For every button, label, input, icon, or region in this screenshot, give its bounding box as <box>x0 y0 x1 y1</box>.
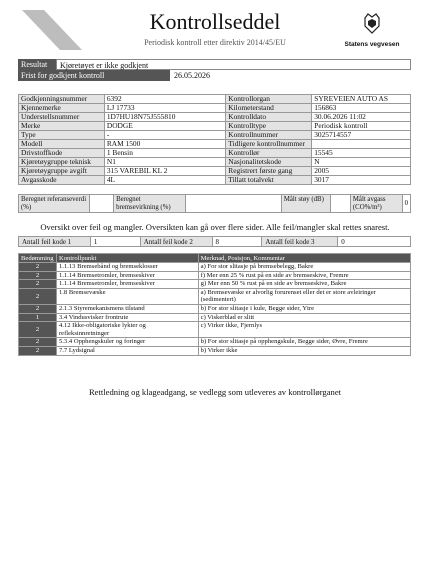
defect-row <box>19 288 411 304</box>
result-value: Kjøretøyet er ikke godkjent <box>56 59 411 70</box>
vehicle-field-value: 1D7HU18N75J555810 <box>104 113 225 122</box>
vehicle-field-label: Kjøretøygruppe avgift <box>19 167 105 176</box>
crest-icon <box>362 12 382 34</box>
defect-row <box>19 338 411 347</box>
defect-row <box>19 263 411 272</box>
defect-remark: a) For stor slitasje på bremsebelegg, Bakre <box>198 263 410 272</box>
vehicle-info-row <box>19 95 411 104</box>
defect-severity: 2 <box>19 263 57 272</box>
vehicle-field-label: Kontrollør <box>226 149 312 158</box>
vehicle-field-value: 3017 <box>312 176 411 185</box>
vehicle-field-label: Modell <box>19 140 105 149</box>
vehicle-field-value: N <box>312 158 411 167</box>
page-corner-decoration <box>22 10 82 50</box>
brake-effect-value <box>185 195 281 213</box>
count-code2-value: 8 <box>212 237 262 247</box>
defect-row <box>19 280 411 289</box>
noise-label: Målt støy (dB) <box>281 195 330 213</box>
vehicle-field-value: 3025714557 <box>312 131 411 140</box>
vehicle-field-label: Merke <box>19 122 105 131</box>
noise-value <box>331 195 351 213</box>
defects-header-remark: Merknad, Posisjon, Kommentar <box>198 254 410 263</box>
result-label: Resultat <box>18 59 56 70</box>
deadline-row <box>18 70 411 81</box>
vehicle-field-value: SYREVEIEN AUTO AS <box>312 95 411 104</box>
vehicle-field-label: Kontrolldato <box>226 113 312 122</box>
document-title: Kontrollseddel <box>149 9 281 34</box>
vehicle-field-value: - <box>104 131 225 140</box>
defects-header-point: Kontrollpunkt <box>56 254 198 263</box>
vehicle-field-value: 156863 <box>312 104 411 113</box>
defect-severity: 2 <box>19 338 57 347</box>
defect-point: 4.12 Ikke-obligatoriske lykter og refleksinnretninger <box>56 322 198 338</box>
defects-header-severity: Bedømming <box>19 254 57 263</box>
defect-remark: a) Bremsevæske er alvorlig forurenset eller det er store avleiringer (sedimentert) <box>198 288 410 304</box>
defect-point: 7.7 Lydsignal <box>56 346 198 355</box>
defect-row <box>19 271 411 280</box>
defect-point: 2.1.3 Styremekanismens tilstand <box>56 304 198 313</box>
defect-row <box>19 346 411 355</box>
vehicle-info-row <box>19 149 411 158</box>
document-subtitle: Periodisk kontroll etter direktiv 2014/45/EU <box>144 38 286 47</box>
vehicle-field-label: Tillatt totalvekt <box>226 176 312 185</box>
vehicle-field-label: Avgasskode <box>19 176 105 185</box>
defect-remark: b) For stor slitasje i kule, Begge sider, Ytre <box>198 304 410 313</box>
vehicle-field-value: 30.06.2026 11:02 <box>312 113 411 122</box>
vehicle-field-value: 6392 <box>104 95 225 104</box>
defect-point: 1.1.13 Bremsebånd og bremseklosser <box>56 263 198 272</box>
defect-count-table <box>18 236 411 247</box>
vehicle-info-row <box>19 104 411 113</box>
vehicle-field-value: DODGE <box>104 122 225 131</box>
defect-row <box>19 322 411 338</box>
vehicle-field-value: RAM 1500 <box>104 140 225 149</box>
defect-severity: 2 <box>19 346 57 355</box>
vehicle-field-label: Understellsnummer <box>19 113 105 122</box>
vehicle-field-label: Drivstoffkode <box>19 149 105 158</box>
logo-text: Statens vegvesen <box>344 41 400 48</box>
vehicle-field-label: Kontrollnummer <box>226 131 312 140</box>
vehicle-field-label: Kjøretøygruppe teknisk <box>19 158 105 167</box>
emission-value: 0 <box>402 195 410 213</box>
vehicle-field-value: Periodisk kontroll <box>312 122 411 131</box>
vehicle-field-label: Nasjonalitetskode <box>226 158 312 167</box>
vehicle-field-label: Kontrollorgan <box>226 95 312 104</box>
count-code3-label: Antall feil kode 3 <box>262 237 338 247</box>
vehicle-info-row <box>19 131 411 140</box>
defect-severity: 2 <box>19 288 57 304</box>
vehicle-info-row <box>19 176 411 185</box>
measurements-table <box>18 194 411 213</box>
defect-row <box>19 313 411 322</box>
brake-effect-label: Beregnet bremsevirkning (%) <box>114 195 186 213</box>
deadline-label: Frist for godkjent kontroll <box>18 70 170 81</box>
emission-label: Målt avgass (CO%/m³) <box>350 195 402 213</box>
defect-point: 3.4 Vindusvisker frontrute <box>56 313 198 322</box>
vehicle-info-row <box>19 122 411 131</box>
defect-point: 1.1.14 Bremsetromler, bremseskiver <box>56 280 198 289</box>
vehicle-field-value: 15545 <box>312 149 411 158</box>
vehicle-field-value: 1 Bensin <box>104 149 225 158</box>
overview-note: Oversikt over feil og mangler. Oversikten kan gå over flere sider. Alle feil/mangler skal rettes snarest. <box>40 222 390 232</box>
statens-vegvesen-logo <box>332 12 412 48</box>
vehicle-field-label: Godkjenningsnummer <box>19 95 105 104</box>
deadline-value: 26.05.2026 <box>174 71 210 80</box>
vehicle-field-value: 315 VAREBIL KL 2 <box>104 167 225 176</box>
defect-point: 5.3.4 Opphengskuler og foringer <box>56 338 198 347</box>
vehicle-info-row <box>19 113 411 122</box>
brake-reference-label: Beregnet referanseverdi (%) <box>19 195 90 213</box>
vehicle-field-value: LJ 17733 <box>104 104 225 113</box>
vehicle-field-label: Kjennemerke <box>19 104 105 113</box>
vehicle-info-table <box>18 94 411 185</box>
defect-point: 1.8 Bremsevæske <box>56 288 198 304</box>
defect-remark: f) Mer enn 25 % rust på en side av bremseskive, Fremre <box>198 271 410 280</box>
count-code1-value: 1 <box>90 237 140 247</box>
defect-severity: 1 <box>19 313 57 322</box>
defects-table <box>18 253 411 356</box>
defect-point: 1.1.14 Bremsetromler, bremseskiver <box>56 271 198 280</box>
vehicle-field-value: 4L <box>104 176 225 185</box>
vehicle-info-row <box>19 140 411 149</box>
vehicle-info-row <box>19 158 411 167</box>
count-code2-label: Antall feil kode 2 <box>140 237 212 247</box>
vehicle-field-label: Kilometerstand <box>226 104 312 113</box>
vehicle-field-label: Registrert første gang <box>226 167 312 176</box>
footer-note: Rettledning og klageadgang, se vedlegg som utleveres av kontrollørganet <box>88 387 342 397</box>
defect-remark: c) Virker ikke, Fjernlys <box>198 322 410 338</box>
defect-remark: g) Mer enn 50 % rust på en side av bremseskive, Bakre <box>198 280 410 289</box>
brake-reference-value <box>90 195 114 213</box>
result-row <box>18 59 411 70</box>
defect-severity: 2 <box>19 271 57 280</box>
vehicle-field-label: Tidligere kontrollnummer <box>226 140 312 149</box>
vehicle-field-value: N1 <box>104 158 225 167</box>
result-section <box>18 59 411 81</box>
vehicle-info-row <box>19 167 411 176</box>
defect-remark: c) Viskerblad er slitt <box>198 313 410 322</box>
defect-remark: b) Virker ikke <box>198 346 410 355</box>
defect-severity: 2 <box>19 304 57 313</box>
defect-row <box>19 304 411 313</box>
vehicle-field-label: Kontrolltype <box>226 122 312 131</box>
vehicle-field-value: 2005 <box>312 167 411 176</box>
defect-remark: b) For stor slitasje på opphengskule, Begge sider, Øvre, Fremre <box>198 338 410 347</box>
count-code3-value: 0 <box>338 237 411 247</box>
defect-severity: 2 <box>19 322 57 338</box>
count-code1-label: Antall feil kode 1 <box>19 237 91 247</box>
vehicle-field-label: Type <box>19 131 105 140</box>
defect-severity: 2 <box>19 280 57 289</box>
vehicle-field-value <box>312 140 411 149</box>
